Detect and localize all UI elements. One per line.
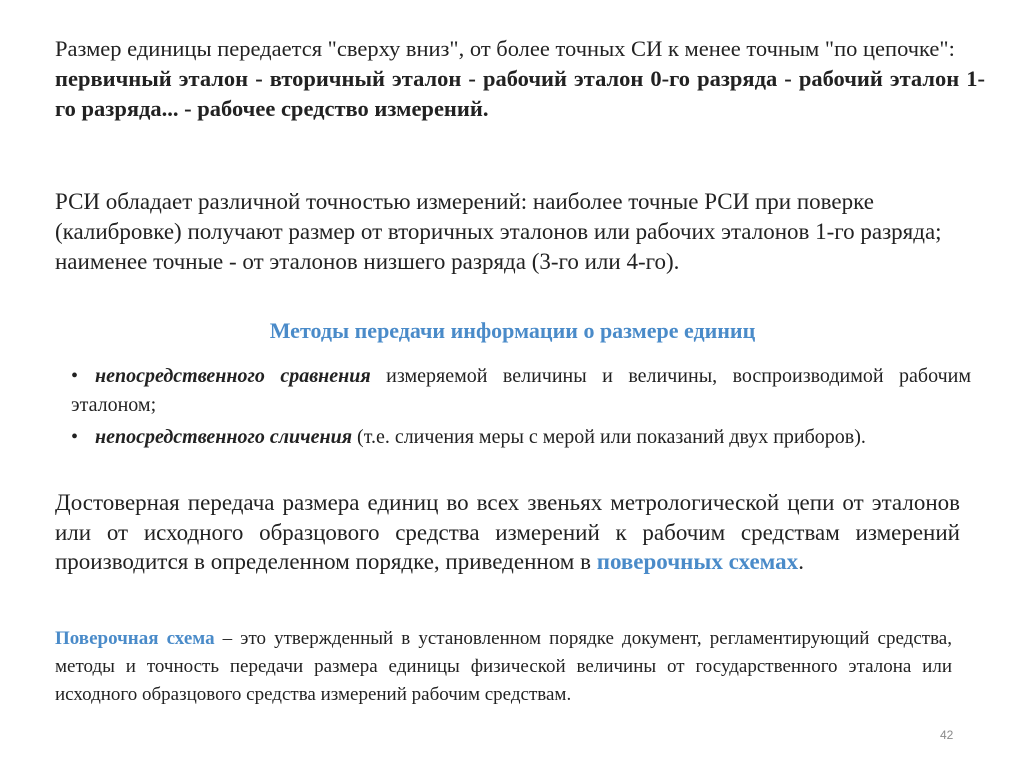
transfer-chain-intro: Размер единицы передается "сверху вниз", от более точных СИ к менее точным "по цепочке": (55, 36, 955, 61)
list-item (71, 423, 971, 452)
reliable-transfer-end: . (798, 549, 804, 574)
verification-scheme-definition (55, 625, 952, 709)
methods-list (71, 362, 971, 455)
verification-scheme-term: Поверочная схема (55, 628, 215, 649)
transfer-chain-hierarchy: первичный эталон - вторичный эталон - рабочий эталон 0-го разряда - рабочий эталон 1-го разряда... - рабочее средство измерений. (55, 66, 985, 121)
method-description: измеряемой величины и величины, воспроизводимой рабочим эталоном; (71, 365, 971, 416)
method-term: непосредственного сличения (95, 426, 353, 448)
reliable-transfer-text: Достоверная передача размера единиц во всех звеньях метрологической цепи от эталонов или от исходного образцового средства измерений к рабочим средствам измерений производится в определенном порядке, приведенном в (55, 490, 960, 574)
bullet-icon: • (71, 365, 79, 387)
reliable-transfer-paragraph (55, 488, 960, 577)
bullet-icon: • (71, 426, 79, 448)
verification-schemes-term: поверочных схемах (596, 549, 799, 574)
list-item (71, 362, 971, 420)
method-term: непосредственного сравнения (95, 365, 371, 387)
rsi-accuracy-paragraph: РСИ обладает различной точностью измерений: наиболее точные РСИ при поверке (калибровке) получают размер от вторичных эталонов или рабочих эталонов 1-го разряда; наименее точные - от эталонов низшего разряда (3-го или 4-го). (55, 189, 942, 274)
page-number: 42 (940, 728, 954, 742)
method-description: (т.е. сличения меры с мерой или показаний двух приборов). (352, 426, 866, 448)
transfer-chain-paragraph (55, 34, 985, 124)
verification-scheme-definition-text: – это утвержденный в установленном порядке документ, регламентирующий средства, методы и точность передачи размера единицы физической величины от государственного эталона или исходного образцового средства измерений рабочим средствам. (55, 628, 952, 705)
methods-heading: Методы передачи информации о размере единиц (269, 318, 756, 343)
